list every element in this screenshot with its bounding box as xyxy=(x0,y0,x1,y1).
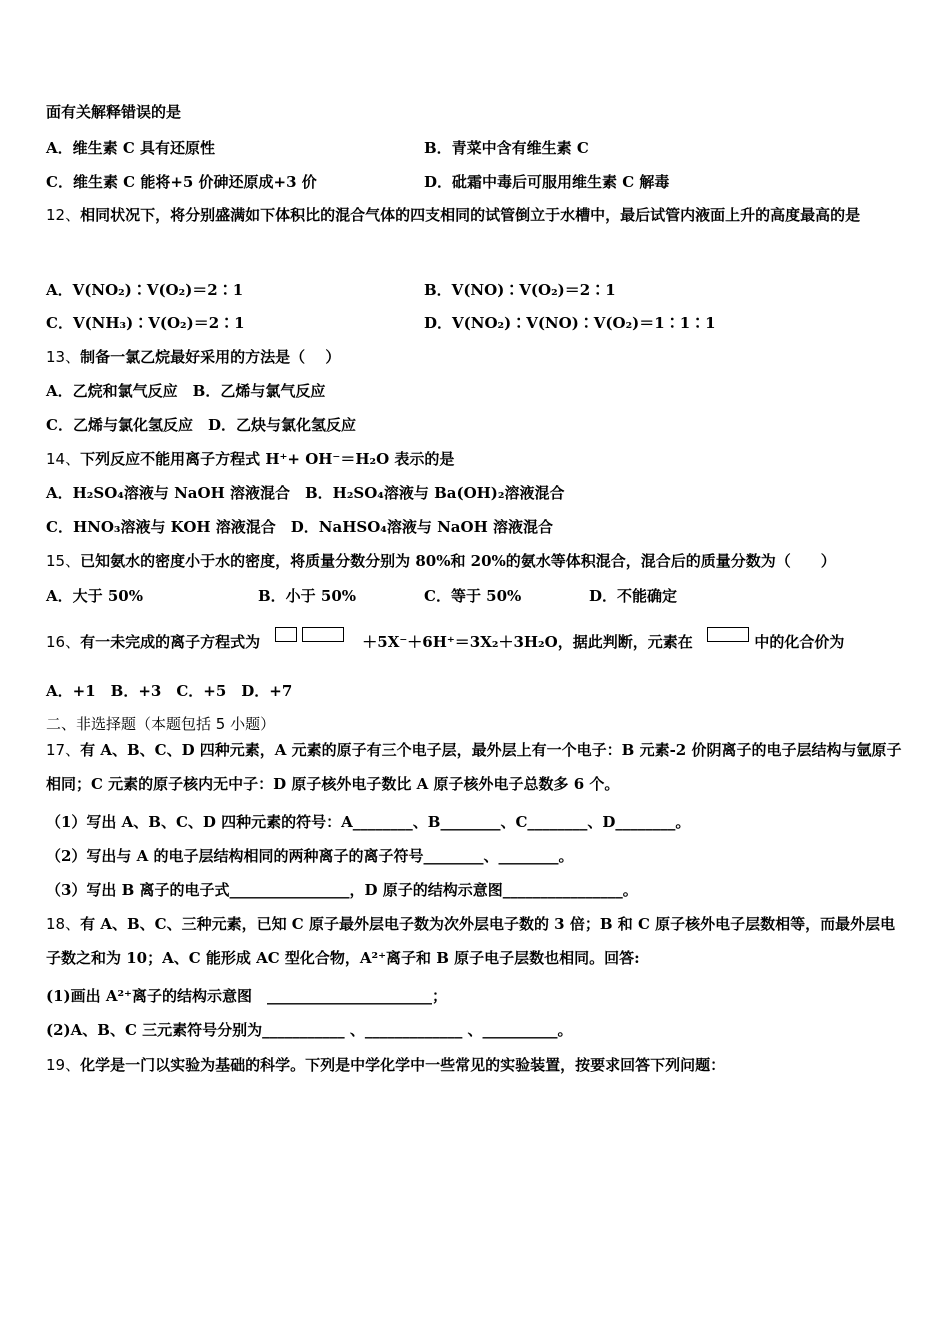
q18-number: 18、 xyxy=(46,915,81,933)
q14-options-ab: A．H₂SO₄溶液与 NaOH 溶液混合 B．H₂SO₄溶液与 Ba(OH)₂溶液混合 xyxy=(46,484,565,502)
q17-stem xyxy=(46,733,906,801)
q14-number: 14、 xyxy=(46,450,81,468)
q17-text: 有 A、B、C、D 四种元素，A 元素的原子有三个电子层，最外层上有一个电子：B 元素-2 价阴离子的电子层结构与氩原子相同；C 元素的原子核内无中子：D 原子核外电子数比 A 原子核外电子总数多 6 个。 xyxy=(46,741,902,793)
q18-part-1: (1)画出 A²⁺离子的结构示意图 ______________________； xyxy=(46,987,447,1005)
q15-stem xyxy=(46,551,836,571)
q11-stem-tail: 面有关解释错误的是 xyxy=(46,103,182,121)
q11-option-d: D．砒霜中毒后可服用维生素 C 解毒 xyxy=(424,173,670,191)
q15-text: 已知氨水的密度小于水的密度，将质量分数分别为 80%和 20%的氨水等体积混合，混合后的质量分数为（ ） xyxy=(80,552,836,570)
q18-stem xyxy=(46,907,906,975)
q13-stem xyxy=(46,347,340,367)
q19-number: 19、 xyxy=(46,1056,81,1074)
q17-part-1: （1）写出 A、B、C、D 四种元素的符号：A________、B________、C________、D________。 xyxy=(46,813,691,831)
q16-blank-box-1 xyxy=(275,627,297,642)
q13-options-ab: A．乙烷和氯气反应 B．乙烯与氯气反应 xyxy=(46,382,326,400)
q12-options-row2 xyxy=(46,313,716,333)
q19-stem xyxy=(46,1055,725,1075)
q12-option-a: A．V(NO₂)∶V(O₂)＝2∶1 xyxy=(46,281,244,299)
q18-text: 有 A、B、C、三种元素，已知 C 原子最外层电子数为次外层电子数的 3 倍；B 和 C 原子核外电子层数相等，而最外层电子数之和为 10；A、C 能形成 AC 型化合物，A²⁺离子和 B 原子电子层数也相同。回答: xyxy=(46,915,896,967)
q12-text: 相同状况下，将分别盛满如下体积比的混合气体的四支相同的试管倒立于水槽中，最后试管内液面上升的高度最高的是 xyxy=(80,206,861,224)
q14-text: 下列反应不能用离子方程式 H⁺+ OH⁻＝H₂O 表示的是 xyxy=(80,450,455,468)
q13-number: 13、 xyxy=(46,348,81,366)
q13-text: 制备一氯乙烷最好采用的方法是（ ） xyxy=(80,348,341,366)
q15-options xyxy=(46,586,678,606)
q15-option-c: C．等于 50% xyxy=(424,587,522,605)
q17-number: 17、 xyxy=(46,741,81,759)
q14-options-cd: C．HNO₃溶液与 KOH 溶液混合 D．NaHSO₄溶液与 NaOH 溶液混合 xyxy=(46,518,553,536)
q13-options-cd: C．乙烯与氯化氢反应 D．乙炔与氯化氢反应 xyxy=(46,416,356,434)
q11-option-a: A．维生素 C 具有还原性 xyxy=(46,139,216,157)
q16-stem xyxy=(46,632,844,652)
q16-options: A．+1 B．+3 C．+5 D．+7 xyxy=(46,682,293,700)
q15-option-d: D．不能确定 xyxy=(589,587,678,605)
q11-option-c: C．维生素 C 能将+5 价砷还原成+3 价 xyxy=(46,173,317,191)
q15-option-a: A．大于 50% xyxy=(46,587,143,605)
q16-blank-box-3 xyxy=(707,627,749,642)
q15-number: 15、 xyxy=(46,552,81,570)
q17-part-3: （3）写出 B 离子的电子式________________，D 原子的结构示意图________________。 xyxy=(46,881,638,899)
q15-option-b: B．小于 50% xyxy=(258,587,357,605)
q16-text-1: 有一未完成的离子方程式为 xyxy=(80,633,261,651)
q11-options-row1 xyxy=(46,138,589,158)
q16-text-2: ＋5X⁻＋6H⁺＝3X₂＋3H₂O，据此判断，元素在 xyxy=(362,633,693,651)
q16-blank-box-2 xyxy=(302,627,344,642)
q12-stem xyxy=(46,198,906,232)
q19-text: 化学是一门以实验为基础的科学。下列是中学化学中一些常见的实验装置，按要求回答下列问题： xyxy=(80,1056,726,1074)
section-2-heading: 二、非选择题（本题包括 5 小题） xyxy=(46,715,276,733)
q12-option-b: B．V(NO)∶V(O₂)＝2∶1 xyxy=(424,281,616,299)
q18-part-2: (2)A、B、C 三元素符号分别为___________ 、_____________ 、__________。 xyxy=(46,1021,573,1039)
q11-options-row2 xyxy=(46,172,670,192)
q12-number: 12、 xyxy=(46,206,81,224)
q14-stem xyxy=(46,449,454,469)
q12-option-c: C．V(NH₃)∶V(O₂)＝2∶1 xyxy=(46,314,245,332)
q11-option-b: B．青菜中含有维生素 C xyxy=(424,139,589,157)
q16-text-3: 中的化合价为 xyxy=(754,633,845,651)
q12-option-d: D．V(NO₂)∶V(NO)∶V(O₂)＝1∶1∶1 xyxy=(424,314,716,332)
q12-options-row1 xyxy=(46,280,616,300)
q16-number: 16、 xyxy=(46,633,81,651)
q17-part-2: （2）写出与 A 的电子层结构相同的两种离子的离子符号________、________。 xyxy=(46,847,574,865)
